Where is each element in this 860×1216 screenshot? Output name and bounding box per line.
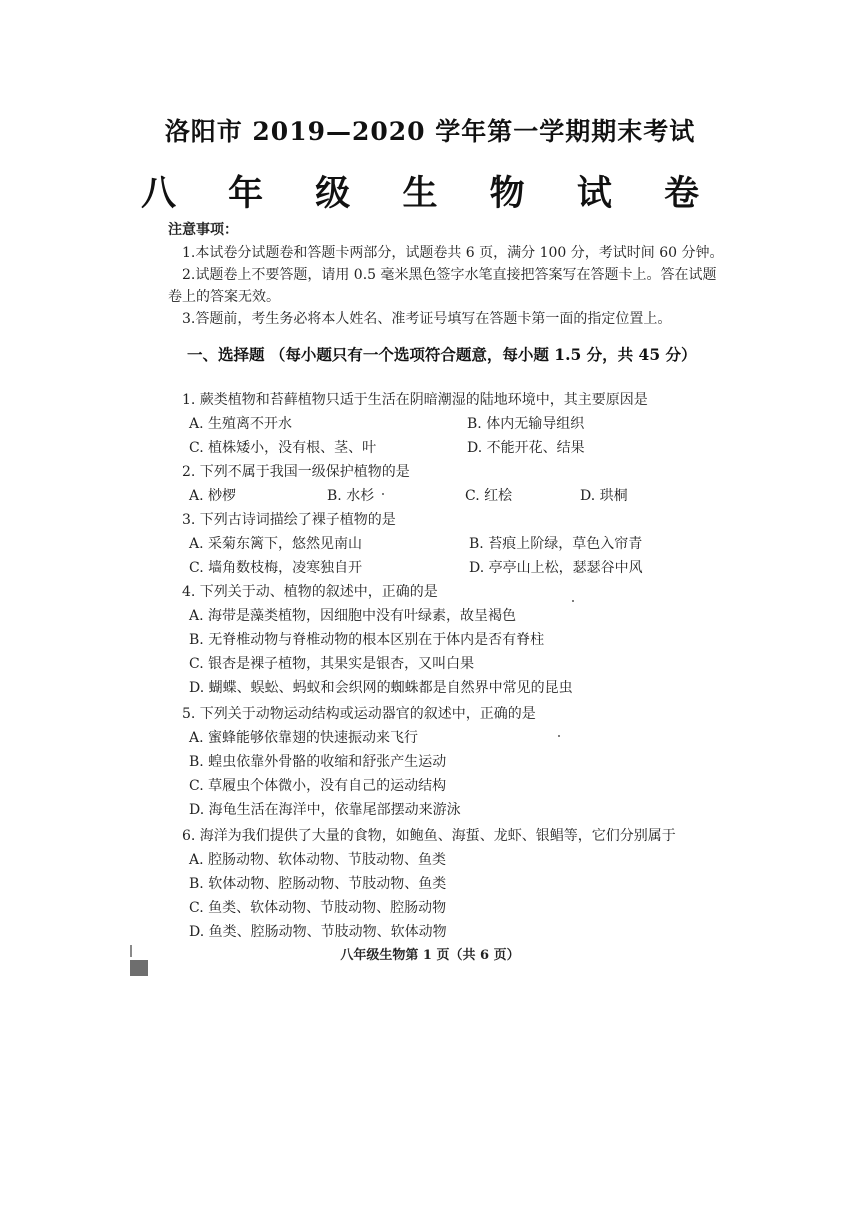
question-4-option-a: A. 海带是藻类植物，因细胞中没有叶绿素，故呈褐色	[189, 608, 517, 624]
question-2-option-b: B. 水杉	[327, 488, 375, 504]
question-2-option-c: C. 红桧	[465, 488, 513, 504]
scan-artifact-block	[130, 960, 148, 976]
question-4-option-b: B. 无脊椎动物与脊椎动物的根本区别在于体内是否有脊柱	[189, 632, 545, 648]
question-4-option-c: C. 银杏是裸子植物，其果实是银杏，又叫白果	[189, 656, 475, 672]
question-3-option-c: C. 墙角数枝梅，凌寒独自开	[189, 560, 363, 576]
notice-line-1: 1.本试卷分试题卷和答题卡两部分，试题卷共 6 页，满分 100 分，考试时间 60 分钟。	[182, 245, 724, 261]
question-5-option-c: C. 草履虫个体微小，没有自己的运动结构	[189, 778, 447, 794]
scan-artifact-tick	[130, 945, 132, 957]
question-4-stem: 4. 下列关于动、植物的叙述中，正确的是	[182, 584, 438, 600]
question-3-stem: 3. 下列古诗词描绘了裸子植物的是	[182, 512, 396, 528]
question-1-stem: 1. 蕨类植物和苔藓植物只适于生活在阴暗潮湿的陆地环境中，其主要原因是	[182, 392, 648, 408]
section-heading: 一、选择题 （每小题只有一个选项符合题意，每小题 1.5 分，共 45 分）	[187, 345, 697, 364]
question-3-option-d: D. 亭亭山上松，瑟瑟谷中风	[469, 560, 643, 576]
question-1-option-a: A. 生殖离不开水	[189, 416, 293, 432]
notice-line-3: 3.答题前，考生务必将本人姓名、准考证号填写在答题卡第一面的指定位置上。	[182, 311, 672, 327]
question-2-option-d: D. 珙桐	[580, 488, 628, 504]
question-1-option-c: C. 植株矮小，没有根、茎、叶	[189, 440, 377, 456]
question-6-option-b: B. 软体动物、腔肠动物、节肢动物、鱼类	[189, 876, 447, 892]
question-5-option-b: B. 蝗虫依靠外骨骼的收缩和舒张产生运动	[189, 754, 447, 770]
notice-title: 注意事项：	[168, 222, 238, 238]
question-6-stem: 6. 海洋为我们提供了大量的食物，如鲍鱼、海蜇、龙虾、银鲳等，它们分别属于	[182, 828, 676, 844]
question-3-option-b: B. 苔痕上阶绿，草色入帘青	[469, 536, 643, 552]
question-5-stem: 5. 下列关于动物运动结构或运动器官的叙述中，正确的是	[182, 706, 536, 722]
question-6-option-c: C. 鱼类、软体动物、节肢动物、腔肠动物	[189, 900, 447, 916]
question-6-option-a: A. 腔肠动物、软体动物、节肢动物、鱼类	[189, 852, 447, 868]
notice-line-2a: 2.试题卷上不要答题，请用 0.5 毫米黑色签字水笔直接把答案写在答题卡上。答在试题	[182, 267, 717, 283]
exam-title: 洛阳市 2019—2020 学年第一学期期末考试	[164, 117, 696, 146]
exam-subtitle: 八 年 级 生 物 试 卷	[140, 173, 720, 214]
question-5-option-d: D. 海龟生活在海洋中，依靠尾部摆动来游泳	[189, 802, 461, 818]
question-5-option-a: A. 蜜蜂能够依靠翅的快速振动来飞行	[189, 730, 419, 746]
question-3-option-a: A. 采菊东篱下，悠然见南山	[189, 536, 363, 552]
question-1-option-b: B. 体内无输导组织	[467, 416, 585, 432]
question-2-stem: 2. 下列不属于我国一级保护植物的是	[182, 464, 410, 480]
scan-speck	[572, 600, 574, 602]
question-4-option-d: D. 蝴蝶、蜈蚣、蚂蚁和会织网的蜘蛛都是自然界中常见的昆虫	[189, 680, 573, 696]
question-6-option-d: D. 鱼类、腔肠动物、节肢动物、软体动物	[189, 924, 447, 940]
page-footer: 八年级生物第 1 页（共 6 页）	[340, 948, 520, 963]
question-2-option-a: A. 桫椤	[189, 488, 237, 504]
question-1-option-d: D. 不能开花、结果	[467, 440, 585, 456]
notice-line-2b: 卷上的答案无效。	[168, 289, 280, 305]
scan-speck	[382, 493, 384, 495]
scan-speck	[558, 735, 560, 737]
